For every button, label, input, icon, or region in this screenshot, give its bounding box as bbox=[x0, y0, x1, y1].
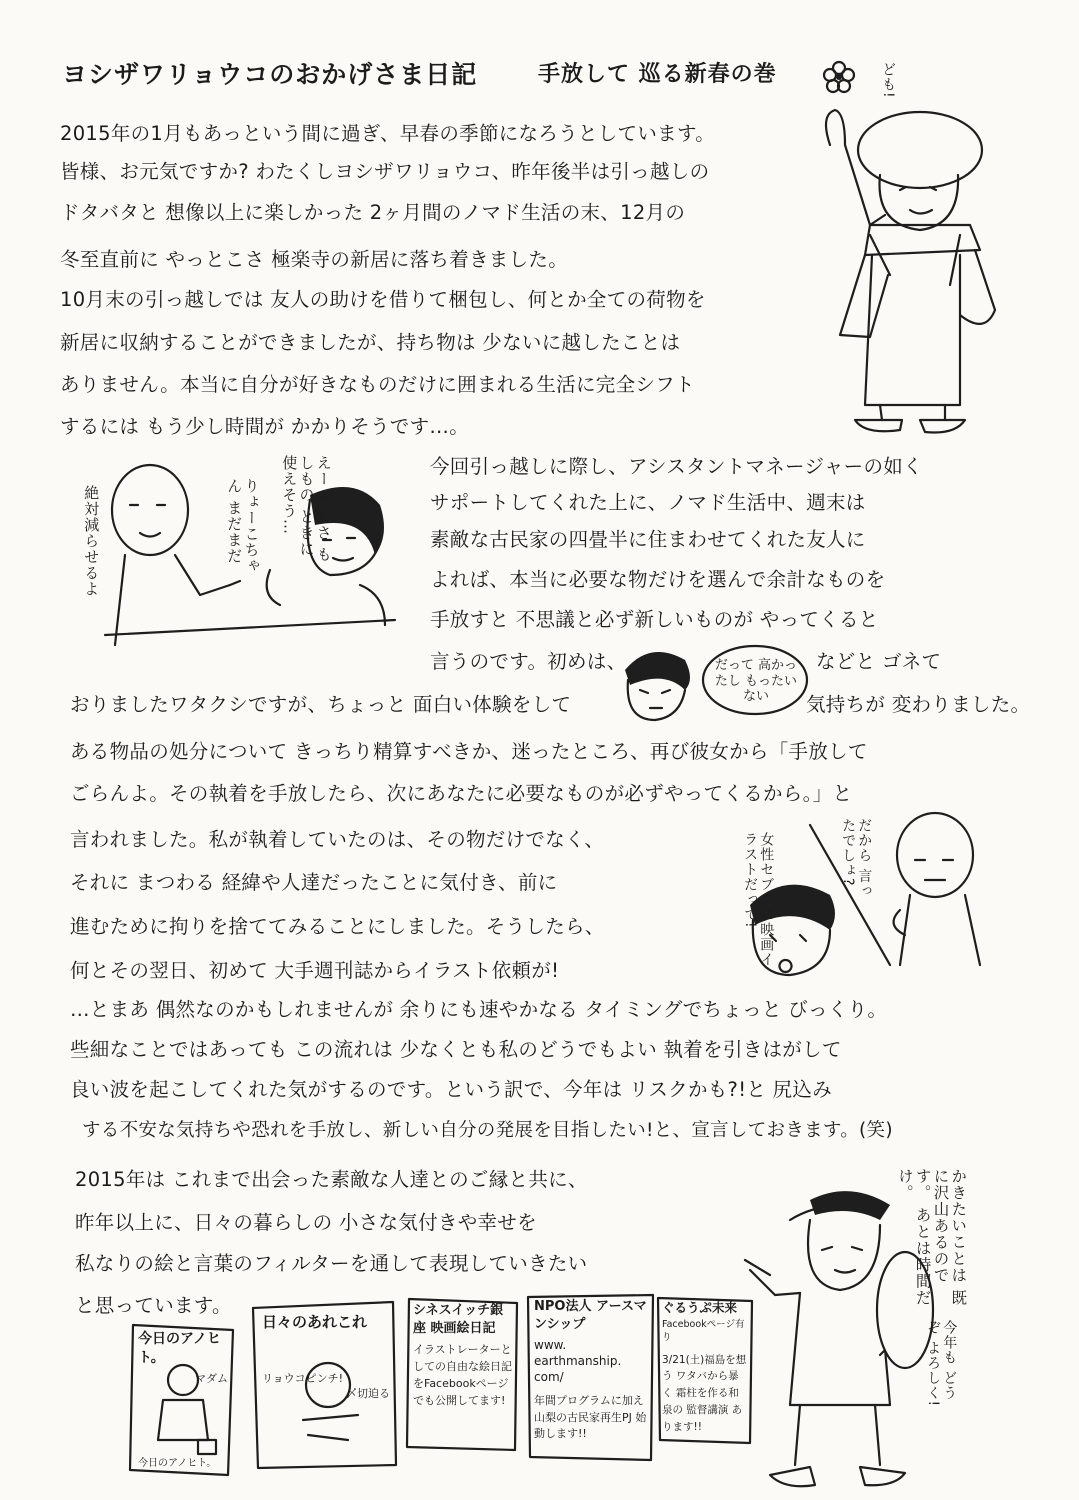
body-line: ごらんよ。その執着を手放したら、次にあなたに必要なものが必ずやってくるから。」と bbox=[70, 782, 853, 805]
body-line: サポートしてくれた上に、ノマド生活中、週末は bbox=[430, 491, 866, 514]
body-line: ドタバタと 想像以上に楽しかった 2ヶ月間のノマド生活の末、12月の bbox=[60, 201, 686, 224]
body-line: それに まつわる 経緯や人達だったことに気付き、前に bbox=[70, 871, 558, 894]
note-cine-body: イラストレーターとしての自由な絵日記をFacebookページでも公開してます! bbox=[413, 1343, 512, 1407]
note-cine-title: シネスイッチ銀座 映画絵日記 bbox=[413, 1303, 504, 1336]
body-line: 今回引っ越しに際し、アシスタントマネージャーの如く bbox=[430, 455, 923, 478]
note-guru-body: 3/21(土)福島を想う ワタバから暴く 霜柱を作る和泉の 監督講演 あります!! bbox=[662, 1353, 747, 1433]
body-line: するには もう少し時間が かかりそうです…。 bbox=[60, 415, 469, 438]
body-line: 何とその翌日、初めて 大手週刊誌からイラスト依頼が! bbox=[70, 959, 560, 982]
body-line: と思っています。 bbox=[75, 1294, 232, 1317]
body-line: 10月末の引っ越しでは 友人の助けを借りて梱包し、何とか全ての荷物を bbox=[60, 288, 706, 311]
note-cine bbox=[413, 1302, 513, 1409]
speech-doumo: ども! bbox=[880, 62, 897, 99]
note-hibi-title: 日々のあれこれ bbox=[262, 1313, 368, 1331]
body-line: 言われました。私が執着していたのは、その物だけでなく、 bbox=[70, 828, 605, 851]
note-guru-title: ぐるうぷ未来 bbox=[662, 1300, 738, 1315]
body-line: 昨年以上に、日々の暮らしの 小さな気付きや幸せを bbox=[75, 1211, 537, 1234]
speech-ee-demosa: えー でもさ もしもの ときに 使えそう… bbox=[280, 455, 333, 563]
author-waving-illustration bbox=[810, 75, 1040, 475]
note-npo-url: www. earthmanship. com/ bbox=[534, 1338, 622, 1385]
body-line: 進むために拘りを捨ててみることにしました。そうしたら、 bbox=[70, 915, 605, 938]
body-line: おりましたワタクシですが、ちょっと 面白い体験をして bbox=[70, 693, 572, 716]
body-line: よれば、本当に必要な物だけを選んで余計なものを bbox=[430, 568, 886, 591]
body-line: 気持ちが 変わりました。 bbox=[806, 693, 1031, 716]
body-line: 良い波を起こしてくれた気がするのです。という訳で、今年は リスクかも?!と 尻込み bbox=[70, 1078, 833, 1101]
body-line: 些細なことではあっても この流れは 少なくとも私のどうでもよい 執着を引きはがして bbox=[70, 1038, 842, 1061]
body-line: 冬至直前に やっとこさ 極楽寺の新居に落ち着きました。 bbox=[60, 248, 568, 271]
diary-title: ヨシザワリョウコのおかげさま日記 bbox=[62, 60, 478, 89]
issue-subtitle: 手放して 巡る新春の巻 bbox=[538, 62, 777, 87]
speech-josei-seven: 女性セブンに映画イラストだって! bbox=[742, 832, 775, 967]
speech-ryoko-chan: りょーこちゃん まだまだ bbox=[225, 478, 261, 574]
body-line: 私なりの絵と言葉のフィルターを通して表現していきたい bbox=[75, 1252, 588, 1275]
speech-kakitai: かきたいことは 既に沢山あるのです。 あとは時間だけ。 bbox=[895, 1168, 968, 1306]
body-line: 2015年の1月もあっという間に過ぎ、早春の季節になろうとしています。 bbox=[60, 122, 715, 145]
body-line: などと ゴネて bbox=[816, 650, 942, 673]
note-hibi-sub2: 〆切迫る bbox=[346, 1387, 390, 1401]
note-guru-sub: Facebookページ有り bbox=[662, 1318, 745, 1343]
note-today-title: 今日のアノヒト。 bbox=[138, 1331, 221, 1366]
body-line: 言うのです。初めは、 bbox=[430, 650, 627, 673]
note-guru bbox=[662, 1300, 748, 1435]
note-hibi bbox=[262, 1312, 390, 1402]
body-line: 新居に収納することができましたが、持ち物は 少ないに越したことは bbox=[60, 331, 681, 354]
body-line: ある物品の処分について きっちり精算すべきか、迷ったところ、再び彼女から「手放して bbox=[70, 740, 868, 763]
body-line: …とまあ 偶然なのかもしれませんが 余りにも速やかなる タイミングでちょっと びっくり。 bbox=[70, 998, 888, 1021]
body-line: 皆様、お元気ですか? わたくしヨシザワリョウコ、昨年後半は引っ越しの bbox=[60, 160, 710, 183]
note-today bbox=[138, 1330, 228, 1470]
body-line: する不安な気持ちや恐れを手放し、新しい自分の発展を目指したい!と、宣言しておきます。(笑) bbox=[82, 1120, 893, 1141]
body-line: 手放すと 不思議と必ず新しいものが やってくると bbox=[430, 608, 879, 631]
speech-datte: だって 高かったし もったいない bbox=[714, 658, 798, 705]
speech-dakara: だから 言ったでしょ? bbox=[840, 818, 873, 899]
note-npo-body: 年間プログラムに加え 山梨の古民家再生PJ 始動します!! bbox=[534, 1393, 647, 1441]
body-line: ありません。本当に自分が好きなものだけに囲まれる生活に完全シフト bbox=[60, 373, 695, 396]
speech-zettai: 絶対減らせるよ bbox=[82, 485, 101, 597]
note-npo bbox=[534, 1298, 649, 1442]
note-hibi-sub1: リョウコピンチ! bbox=[262, 1372, 344, 1386]
note-today-sub: マダム bbox=[195, 1371, 228, 1385]
speech-kotoshi: 今年も どうぞ よろしく! bbox=[925, 1320, 958, 1408]
note-today-caption: 今日のアノヒト。 bbox=[138, 1457, 217, 1469]
body-line: 2015年は これまで出会った素敵な人達とのご縁と共に、 bbox=[75, 1168, 588, 1191]
note-npo-title: NPO法人 アースマンシップ bbox=[534, 1299, 647, 1332]
body-line: 素敵な古民家の四畳半に住まわせてくれた友人に bbox=[430, 528, 866, 551]
